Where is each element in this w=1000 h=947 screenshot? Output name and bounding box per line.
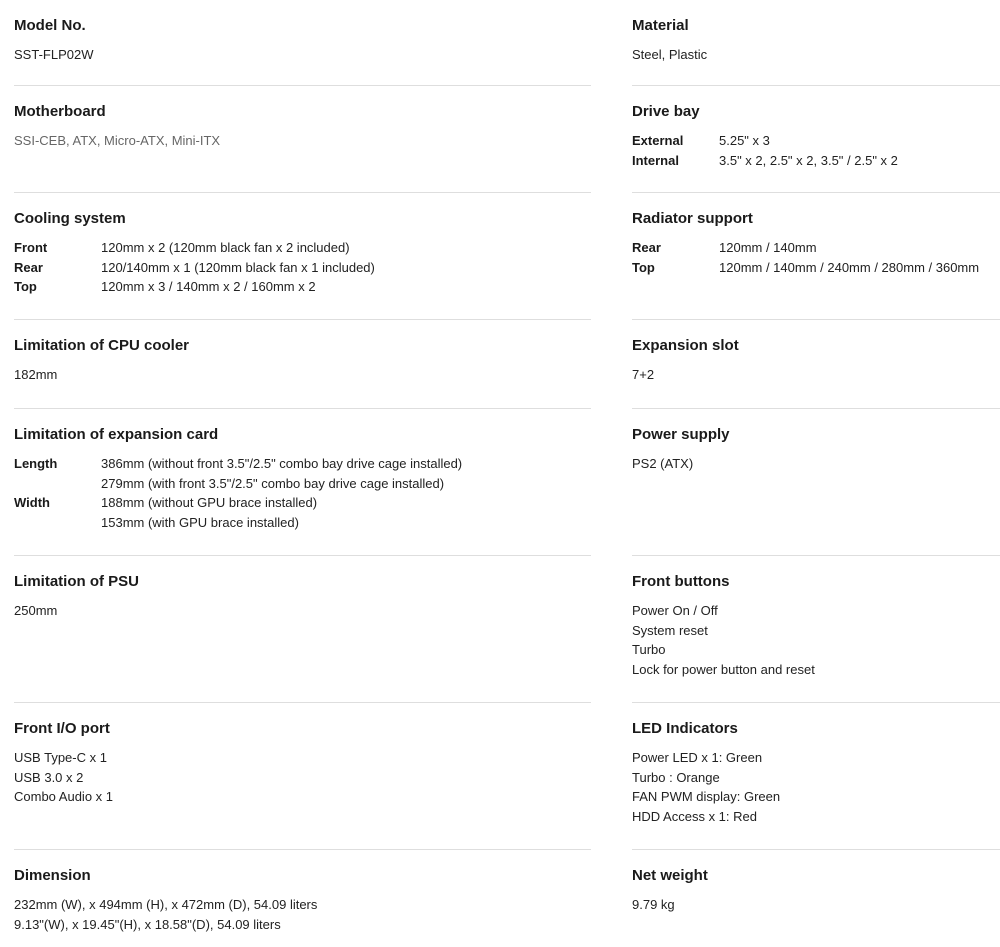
spec-value: PS2 (ATX) — [632, 456, 694, 471]
spec-row-label: Front — [14, 240, 48, 255]
spec-value: 182mm — [14, 367, 58, 382]
spec-row-value: 386mm (without front 3.5"/2.5" combo bay drive cage installed) — [101, 456, 463, 471]
spec-expansion-card — [14, 409, 591, 556]
spec-title: Radiator support — [632, 210, 753, 227]
spec-front-io — [14, 703, 591, 850]
spec-title: Limitation of PSU — [14, 573, 139, 590]
spec-cpu-cooler — [14, 320, 591, 409]
spec-value: 250mm — [14, 603, 58, 618]
spec-title: Model No. — [14, 17, 86, 34]
spec-psu-limit — [14, 556, 591, 703]
spec-row-label: External — [632, 133, 684, 148]
spec-row-value: 120mm x 3 / 140mm x 2 / 160mm x 2 — [101, 279, 316, 295]
spec-row-value: 120mm / 140mm / 240mm / 280mm / 360mm — [719, 259, 980, 275]
spec-title: Cooling system — [14, 210, 126, 227]
spec-value: FAN PWM display: Green — [632, 789, 781, 805]
spec-row-label: Rear — [632, 240, 661, 255]
spec-value: Turbo : Orange — [632, 769, 720, 785]
spec-row-label: Length — [14, 456, 58, 471]
spec-title: Net weight — [632, 867, 708, 884]
spec-row — [14, 454, 591, 493]
spec-value: 232mm (W), x 494mm (H), x 472mm (D), 54.09 liters — [14, 897, 318, 912]
spec-value: USB Type-C x 1 — [14, 750, 107, 765]
spec-motherboard — [14, 86, 591, 193]
spec-value: HDD Access x 1: Red — [632, 809, 757, 825]
spec-value: Lock for power button and reset — [632, 662, 815, 678]
spec-title: Dimension — [14, 867, 91, 884]
spec-title: Motherboard — [14, 103, 106, 120]
spec-title: Material — [632, 17, 689, 34]
spec-row — [632, 131, 1000, 151]
spec-expansion-slot — [632, 320, 1000, 409]
spec-model — [14, 0, 591, 86]
spec-row — [14, 258, 591, 278]
spec-row-value: 120mm x 2 (120mm black fan x 2 included) — [101, 240, 350, 255]
spec-row — [14, 493, 591, 532]
spec-value: Power On / Off — [632, 603, 718, 618]
spec-column-right — [632, 0, 1000, 947]
spec-row-label: Rear — [14, 259, 43, 275]
spec-title: Limitation of expansion card — [14, 426, 219, 443]
spec-dimension — [14, 850, 591, 947]
spec-title: Front buttons — [632, 573, 730, 590]
spec-row — [632, 238, 1000, 258]
spec-value: System reset — [632, 622, 708, 638]
spec-cooling — [14, 193, 591, 320]
spec-row-label: Width — [14, 495, 50, 511]
spec-value: 9.13"(W), x 19.45"(H), x 18.58"(D), 54.09 liters — [14, 916, 281, 932]
spec-row-value: 120mm / 140mm — [719, 240, 817, 255]
spec-row-value: 279mm (with front 3.5"/2.5" combo bay drive cage installed) — [101, 475, 445, 491]
spec-row-label: Internal — [632, 152, 679, 168]
spec-power-supply — [632, 409, 1000, 556]
spec-value: Steel, Plastic — [632, 47, 708, 62]
spec-drive-bay — [632, 86, 1000, 193]
spec-row-value: 3.5" x 2, 2.5" x 2, 3.5" / 2.5" x 2 — [719, 152, 898, 168]
spec-row-value: 188mm (without GPU brace installed) — [101, 495, 318, 511]
spec-row-value: 153mm (with GPU brace installed) — [101, 515, 299, 531]
spec-row — [14, 238, 591, 258]
spec-title: Limitation of CPU cooler — [14, 337, 190, 354]
spec-material — [632, 0, 1000, 86]
spec-row — [632, 258, 1000, 278]
spec-value: Combo Audio x 1 — [14, 789, 114, 805]
spec-value: 7+2 — [632, 367, 655, 382]
spec-value: SST-FLP02W — [14, 47, 94, 62]
spec-row-value: 5.25" x 3 — [719, 133, 770, 148]
spec-title: Front I/O port — [14, 720, 110, 737]
spec-title: LED Indicators — [632, 720, 738, 737]
spec-row-label: Top — [632, 259, 655, 275]
spec-column-left — [14, 0, 591, 947]
spec-value: SSI-CEB, ATX, Micro-ATX, Mini-ITX — [14, 133, 221, 148]
spec-net-weight — [632, 850, 1000, 947]
spec-value: USB 3.0 x 2 — [14, 769, 84, 785]
spec-row-value: 120/140mm x 1 (120mm black fan x 1 included) — [101, 259, 375, 275]
spec-title: Drive bay — [632, 103, 700, 120]
spec-value: 9.79 kg — [632, 897, 675, 912]
spec-title: Expansion slot — [632, 337, 739, 354]
spec-led — [632, 703, 1000, 850]
spec-row — [14, 277, 591, 297]
spec-title: Power supply — [632, 426, 730, 443]
spec-value: Power LED x 1: Green — [632, 750, 763, 765]
spec-value: Turbo — [632, 642, 666, 658]
spec-row-label: Top — [14, 279, 37, 295]
spec-front-buttons — [632, 556, 1000, 703]
spec-row — [632, 151, 1000, 171]
spec-radiator — [632, 193, 1000, 320]
